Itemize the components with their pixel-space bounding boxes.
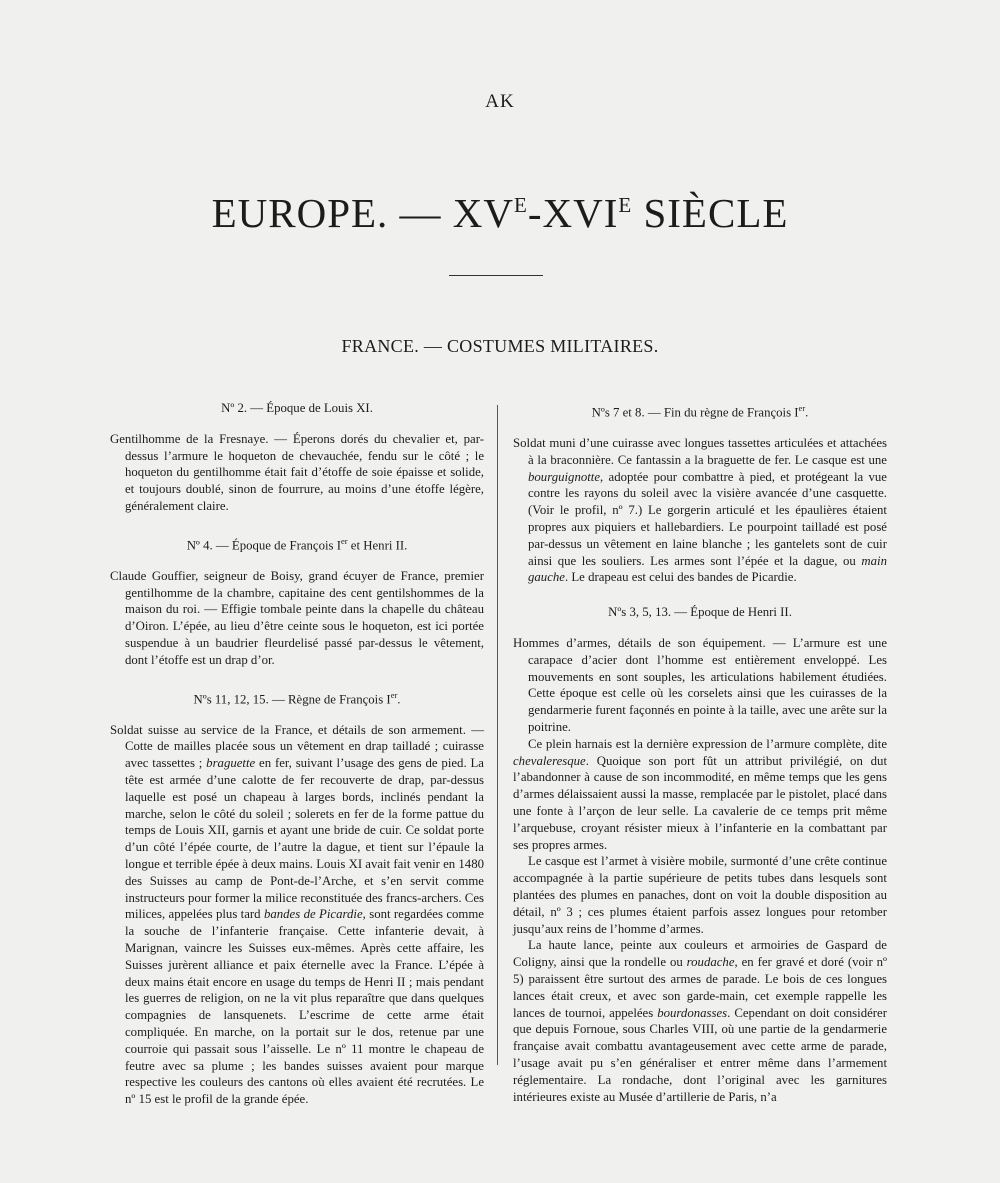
heading-text: et Henri II.	[347, 538, 408, 553]
text-run: . Quoique son port fût un attribut privilégié, on dut l’abandonner à cause de son incommodité, en même temps que les gens d’armes délaissaient aussi la masse, remplacée par le pistolet, placé dans une fonte à l’arçon de leur selle. La cavalerie de ce temps prit même l’arquebuse, croyant résister mieux à l’infanterie en la combattant par ses propres armes.	[513, 753, 887, 852]
section-heading: FRANCE. — COSTUMES MILITAIRES.	[341, 336, 659, 356]
entry-text: Gentilhomme de la Fresnaye. — Éperons dorés du chevalier et, par-dessus l’armure le hoqueton de chevauchée, fendu sur le côté ; le hoqueton du gentilhomme était fait d’étoffe de soie épaisse et solide, et toujours doublé, sinon de fourrure, au moins d’une étoffe légère, généralement claire.	[110, 431, 484, 513]
heading-superscript: er	[341, 535, 348, 546]
entry-text	[513, 736, 887, 854]
title-part: -XVI	[527, 190, 619, 236]
entry-heading	[513, 400, 887, 421]
italic-term: bourguignotte	[528, 469, 601, 484]
entry-text: Le casque est l’armet à visière mobile, surmonté d’une crête continue accompagnée à la partie supérieure de petits tubes dans lesquels sont plantées des plumes en panaches, dont on voit la double disposition au détail, nº 3 ; ces plumes étaient parfois assez longues pour retomber jusqu’aux reins de l’homme d’armes.	[513, 854, 887, 936]
page-title	[0, 180, 1000, 238]
heading-text: .	[397, 691, 401, 706]
heading-superscript: er	[390, 689, 398, 700]
heading-superscript: er	[798, 403, 806, 413]
heading-text: Nºs 7 et 8. — Fin du règne de François I	[591, 405, 799, 420]
heading-text: Nºs 11, 12, 15. — Règne de François I	[193, 691, 391, 706]
title-rule	[449, 275, 543, 276]
left-column	[110, 400, 484, 1108]
entry-text: Hommes d’armes, détails de son équipement. — L’armure est une carapace d’acier dont l’homme est entièrement enveloppé. Les mouvements en sont souples, les articulations habilement étudiées. Cette époque est celle où les corselets ainsi que les cuirasses de la gendarmerie furent façonnés en pointe à la taille, avec une arête sur la poitrine.	[513, 636, 887, 735]
text-run: , sont regardées comme la souche de l’infanterie française. Cette infanterie devait, à Marignan, vaincre les Suisses eux-mêmes. Après cette affaire, les Suisses jurèrent alliance et paix éternelle avec la France. L’épée à deux mains était encore en usage du temps de Henri II ; mais pendant les guerres de religion, on ne la vit plus reparaître que dans quelques compagnies de lansquenets. L’escrime de cette arme était compliquée. En marche, on la portait sur le dos, retenue par une courroie qui passait sous l’aisselle. Le nº 11 montre le chapeau de feutre avec sa plume ; les bandes suisses avaient pour marque respective les couleurs des cantons où elles avaient été recrutées. Le nº 15 est le profil de la grande épée.	[125, 907, 484, 1107]
italic-term: chevaleresque	[513, 753, 586, 768]
text-run: La haute lance, peinte aux couleurs et armoiries de Gaspard de Coligny, ainsi que la rondelle ou	[513, 938, 887, 970]
entry-text	[513, 937, 887, 1105]
page-signature: AK	[485, 91, 515, 112]
title-superscript: E	[514, 193, 528, 217]
entry-heading	[110, 533, 484, 554]
text-run: , en fer gravé et doré (voir nº 5) paraissent être surtout des armes de parade. Le bois de ces longues lances était creux, et avec son garde-main, cet exemple rappelle les lances de tournoi, appelées	[513, 955, 887, 1020]
column-divider	[497, 405, 498, 1065]
italic-term: bandes de Picardie	[263, 907, 363, 922]
heading-text: .	[805, 405, 809, 420]
italic-term: braguette	[206, 756, 256, 771]
italic-term: bourdonasses	[657, 1005, 728, 1020]
entry-text: Claude Gouffier, seigneur de Boisy, grand écuyer de France, premier gentilhomme de la chambre, capitaine des cent gentilshommes de la maison du roi. — Effigie tombale peinte dans la chapelle du château d’Oiron. L’épée, au lieu d’être ceinte sous le hoqueton, est ici portée suspendue à un baudrier fleurdelisé passé par-dessus le vêtement, dont l’étoffe est un drap d’or.	[110, 568, 484, 667]
text-run: . Cependant on doit considérer que depuis Fornoue, sous Charles VIII, où une partie de la gendarmerie française avait combattu avantageusement avec cette arme de parade, l’usage avait pu s’en généraliser et entrer même dans l’armement réglementaire. La rondache, dont l’original avec les garnitures intérieures existe au Musée d’artillerie de Paris, n’a	[513, 1005, 887, 1104]
entry-text	[110, 722, 484, 1108]
title-part: EUROPE. — XV	[211, 190, 515, 236]
text-run: . Le drapeau est celui des bandes de Picardie.	[564, 570, 797, 585]
text-run: Soldat suisse au service de la France, et détails de son armement. — Cotte de mailles placée sous un vêtement en drap tailladé ; cuirasse avec tassettes ;	[110, 722, 484, 771]
right-column	[513, 400, 887, 1105]
entry-heading	[110, 687, 484, 708]
entry-text	[513, 435, 887, 586]
title-part: SIÈCLE	[632, 190, 789, 236]
text-run: Soldat muni d’une cuirasse avec longues tassettes articulées et attachées à la braconnière. Ce fantassin a la braguette de fer. Le casque est une	[513, 436, 887, 467]
text-run: , adoptée pour combattre à pied, et protégeant la vue contre les rayons du soleil avec la visière avancée d’une casquette. (Voir le profil, nº 7.) Le gorgerin articulé et les épaulières étaient propres aux piquiers et hallebardiers. Le pourpoint tailladé est posé par-dessus un vêtement en laine blanche ; les gantelets sont de cuir ainsi que les souliers. Les armes sont l’épée et la dague, ou	[528, 469, 887, 568]
italic-term: main gauche	[528, 553, 887, 585]
heading-text: Nº 4. — Époque de François I	[186, 538, 341, 553]
italic-term: roudache	[686, 955, 735, 970]
text-run: en fer, suivant l’usage des gens de pied. La tête est armée d’une calotte de fer recouverte de drap, par-dessus laquelle est posé un chapeau à larges bords, inclinés pendant la marche, selon le côté du soleil ; solerets en fer de la forme pattue du temps de Louis XII, garnis et ayant une bride de cuir. Ce soldat porte d’un côté l’épée courte, de l’autre la dague, et tient sur l’épaule la longue et terrible épée à deux mains. Louis XI avait fait venir en 1480 des Suisses au camp de Pont-de-l’Arche, et s’en servit comme instructeurs pour former la milice reconstituée des francs-archers. Ces milices, appelées plus tard	[125, 756, 484, 922]
text-run: Ce plein harnais est la dernière expression de l’armure complète, dite	[528, 736, 887, 751]
title-superscript: E	[618, 193, 633, 217]
entry-heading: Nº 2. — Époque de Louis XI.	[221, 401, 373, 415]
entry-heading: Nºs 3, 5, 13. — Époque de Henri II.	[608, 605, 792, 620]
